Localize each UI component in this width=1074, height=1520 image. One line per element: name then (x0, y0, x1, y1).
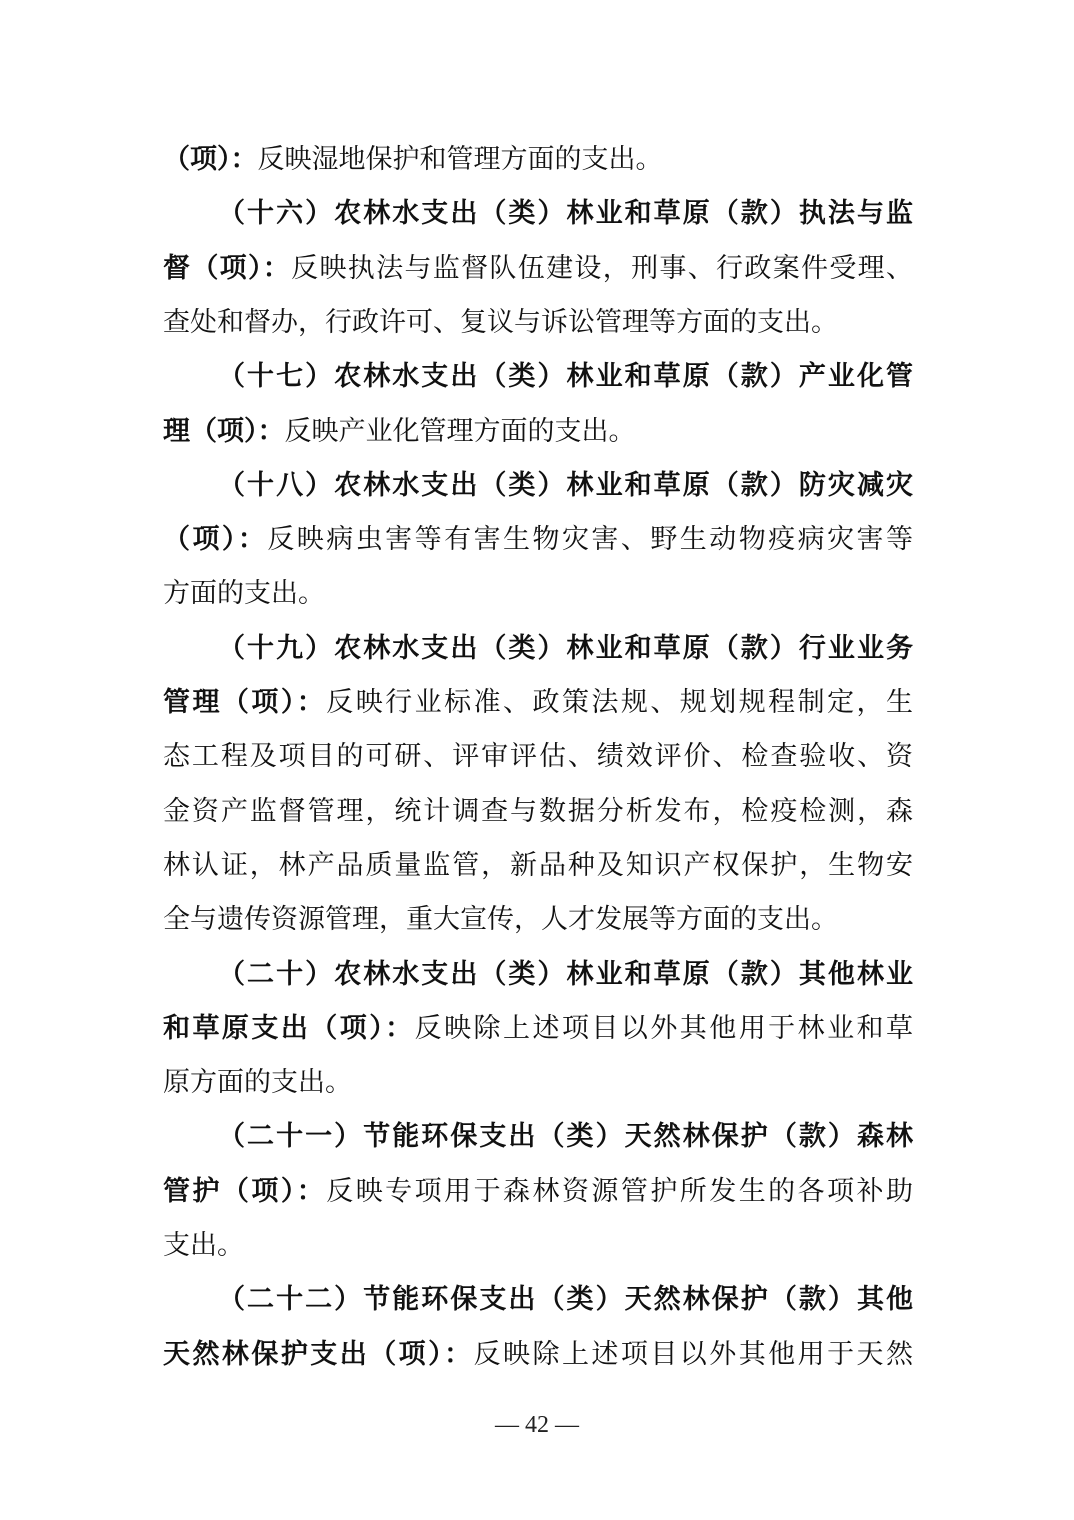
item-description: 反映专项用于森林资源管护所发生的各项补助 (326, 1175, 914, 1207)
item-heading: 理（项）： (163, 415, 285, 447)
item-description: 支出。 (163, 1230, 244, 1261)
text-line (163, 739, 913, 775)
item-description: 态工程及项目的可研、评审评估、绩效评价、检查验收、资 (163, 741, 913, 773)
item-heading: （十七）农林水支出（类）林业和草原（款）产业化管 (218, 361, 913, 393)
item-description: 原方面的支出。 (163, 1067, 352, 1099)
item-heading: （十六）农林水支出（类）林业和草原（款）执法与监 (218, 198, 913, 230)
text-line (218, 957, 913, 993)
text-line (218, 359, 913, 395)
page-number: — 42 — (495, 1412, 579, 1438)
item-heading: 管理（项）： (163, 687, 327, 718)
text-line (163, 522, 913, 558)
item-heading: （二十二）节能环保支出（类）天然林保护（款）其他 (218, 1284, 913, 1316)
item-description: 反映执法与监督队伍建设，刑事、行政案件受理、 (291, 252, 914, 284)
text-line (163, 794, 913, 830)
text-line (163, 576, 913, 612)
text-line (163, 685, 913, 721)
item-description: 查处和督办，行政许可、复议与诉讼管理等方面的支出。 (163, 306, 838, 338)
text-line (218, 1282, 913, 1318)
text-line (218, 631, 913, 667)
text-line (163, 1011, 913, 1047)
item-description: 金资产监督管理，统计调查与数据分析发布，检疫检测，森 (163, 795, 913, 827)
item-heading: 管护（项）： (163, 1175, 327, 1207)
item-heading: （项）： (163, 524, 268, 556)
item-heading: （十九）农林水支出（类）林业和草原（款）行业业务 (218, 632, 913, 664)
item-description: 反映湿地保护和管理方面的支出。 (257, 144, 663, 175)
item-heading: （十八）农林水支出（类）林业和草原（款）防灾减灾 (218, 469, 913, 501)
text-line (163, 414, 913, 450)
text-line (163, 1337, 913, 1373)
item-description: 反映除上述项目以外其他用于林业和草 (414, 1012, 913, 1044)
item-heading: 和草原支出（项）： (163, 1012, 415, 1044)
text-line (163, 1065, 913, 1101)
item-description: 方面的支出。 (163, 578, 325, 610)
item-heading: 督（项）： (163, 252, 292, 284)
text-line (163, 1174, 913, 1210)
text-line (163, 142, 913, 178)
item-heading: 天然林保护支出（项）： (163, 1338, 474, 1370)
item-heading: （二十一）节能环保支出（类）天然林保护（款）森林 (218, 1121, 913, 1153)
item-description: 反映产业化管理方面的支出。 (284, 415, 636, 447)
item-heading: （项）： (163, 144, 258, 175)
text-line (163, 251, 913, 287)
text-line (163, 848, 913, 884)
item-description: 林认证，林产品质量监管，新品种及知识产权保护，生物安 (163, 849, 913, 881)
text-line (163, 902, 913, 938)
item-heading: （二十）农林水支出（类）林业和草原（款）其他林业 (218, 958, 913, 990)
text-line (163, 1228, 913, 1264)
item-description: 反映病虫害等有害生物灾害、野生动物疫病灾害等 (267, 524, 914, 556)
item-description: 全与遗传资源管理，重大宣传，人才发展等方面的支出。 (163, 904, 838, 936)
item-description: 反映除上述项目以外其他用于天然 (473, 1338, 914, 1370)
text-line (218, 1119, 913, 1155)
text-line (218, 468, 913, 504)
text-line (218, 196, 913, 232)
item-description: 反映行业标准、政策法规、规划规程制定，生 (326, 687, 914, 718)
text-line (163, 305, 913, 341)
